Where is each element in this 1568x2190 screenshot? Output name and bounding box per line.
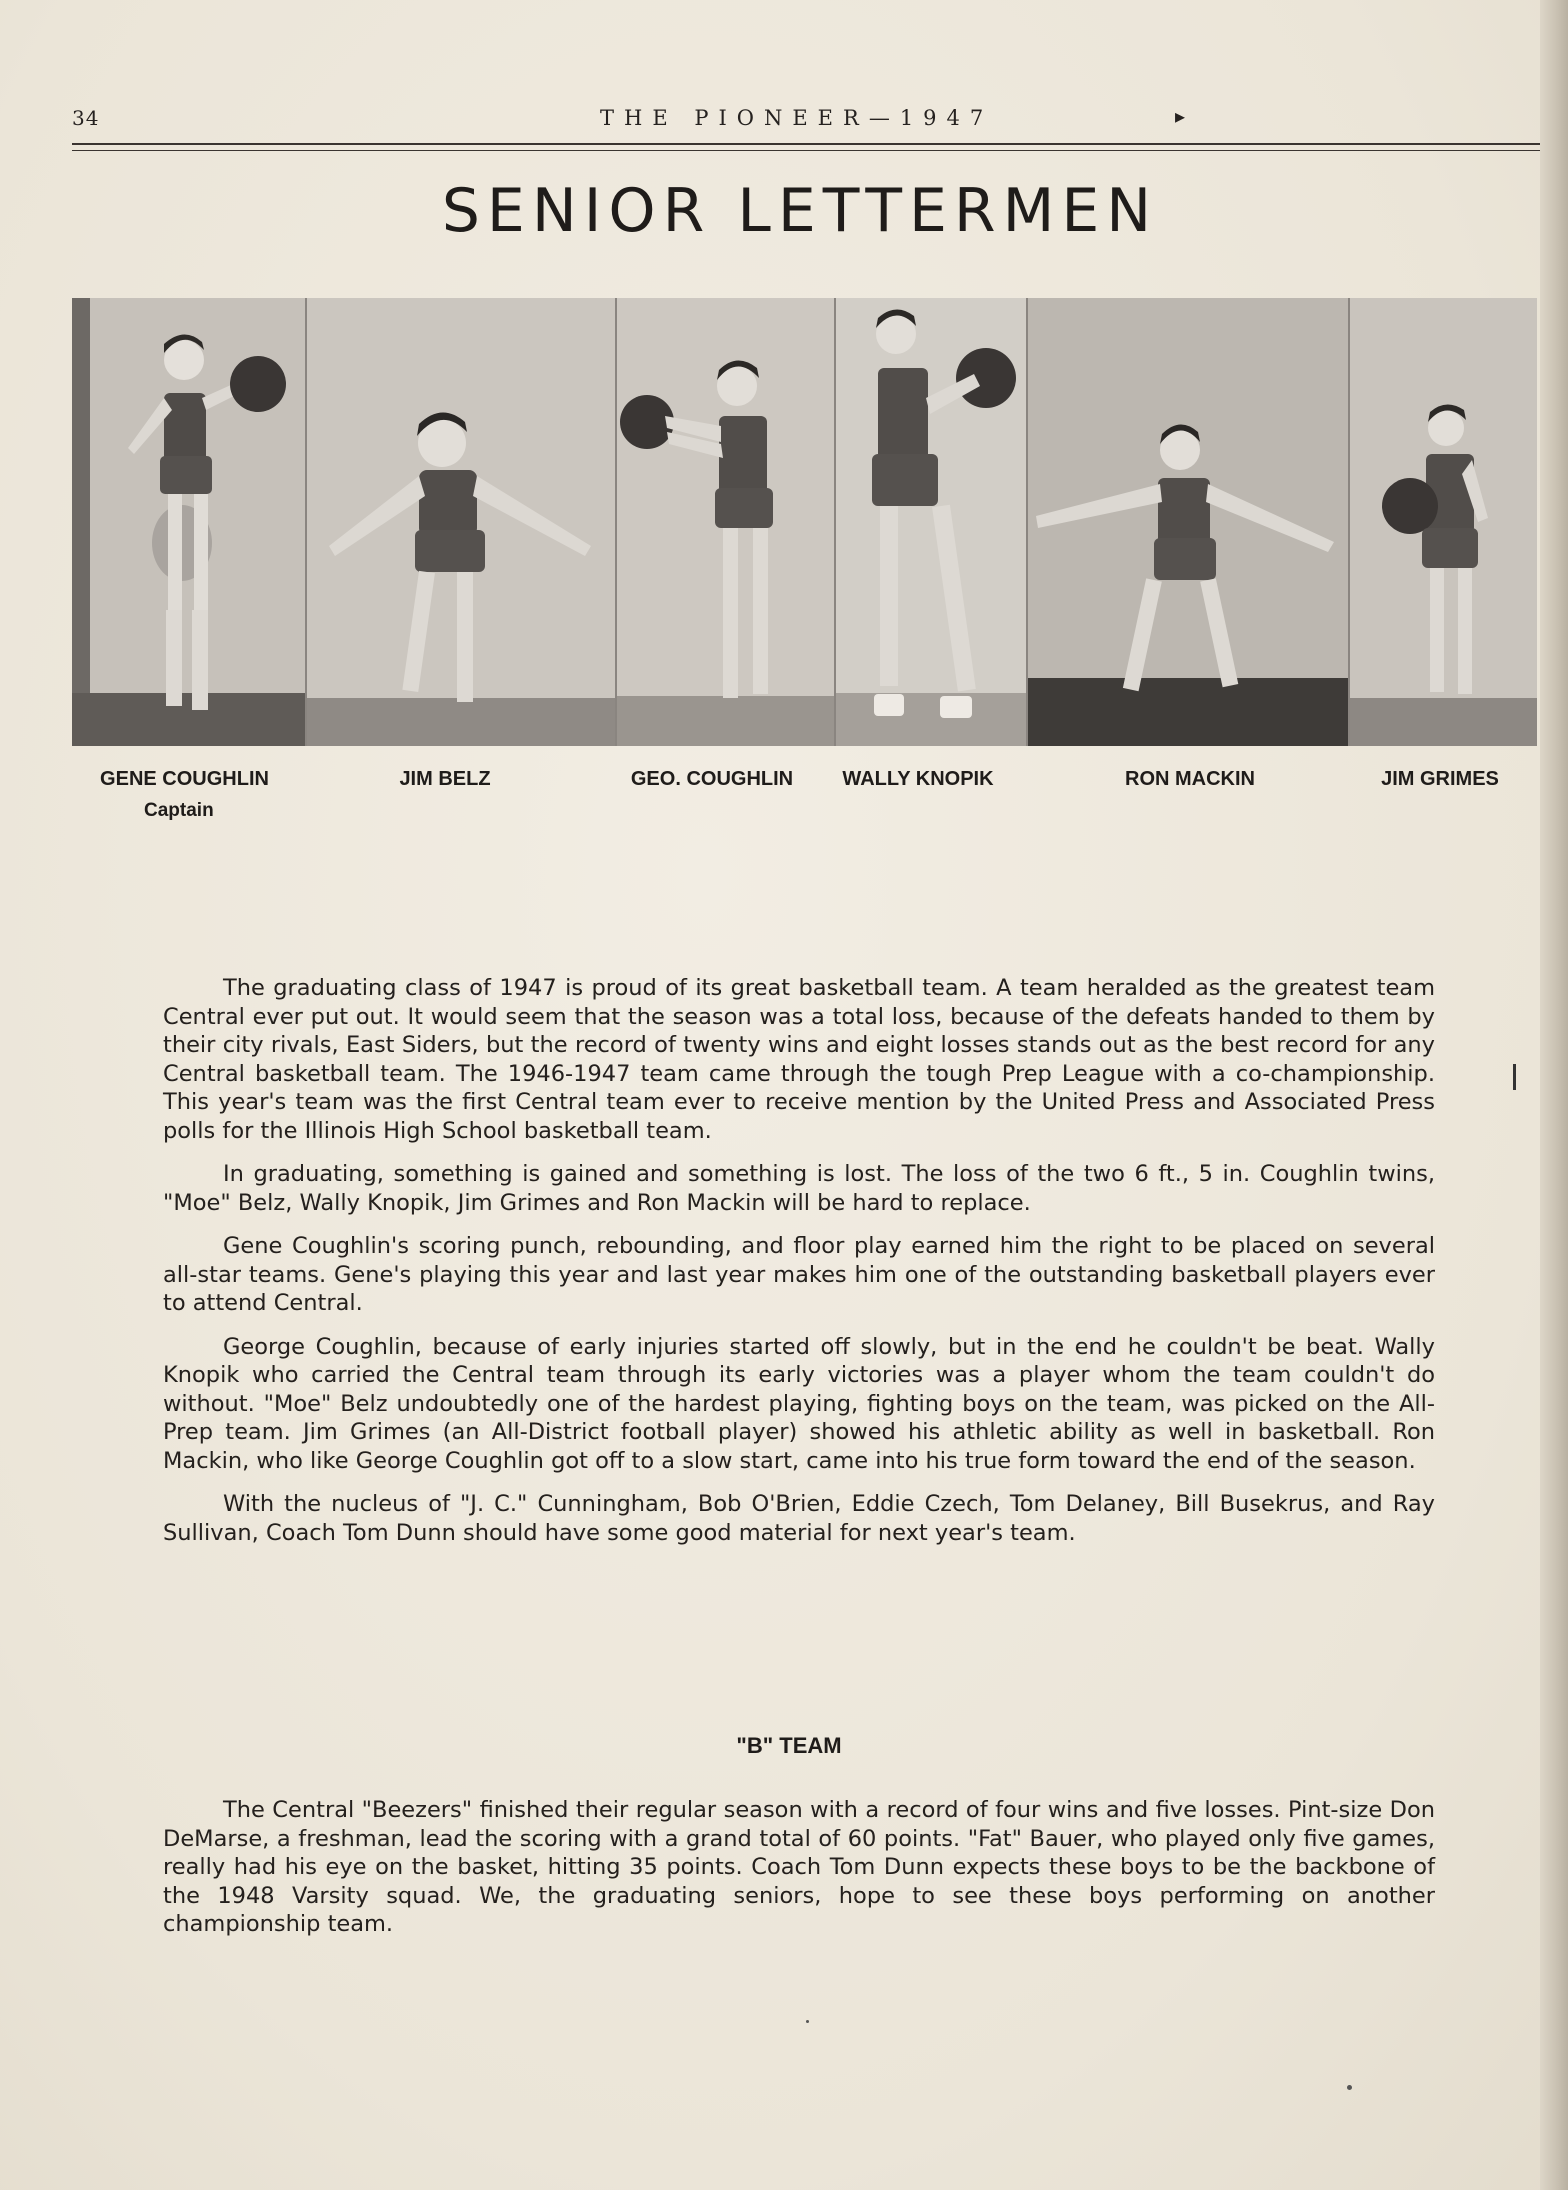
player-photo-ron-mackin — [1028, 298, 1348, 746]
caption-captain-role: Captain — [144, 800, 214, 821]
page-number: 34 — [72, 106, 100, 130]
ink-mark-icon: ▸ — [1175, 104, 1186, 128]
caption-wally-knopik: WALLY KNOPIK — [842, 768, 994, 790]
page-binding-edge — [1540, 0, 1568, 2190]
body-paragraph: The graduating class of 1947 is proud of its great basketball team. A team heralded as the greatest team Central ever put out. It would seem that the season was a total loss, because of the defeats handed to them by their city rivals, East Siders, but the record of twenty wins and eight losses stands out as the best record for any Central basketball team. The 1946-1947 team came through the tough Prep League with a co-championship. This year's team was the first Central team ever to receive mention by the United Press and Associated Press polls for the Illinois High School basketball team. — [163, 975, 1435, 1144]
caption-gene-coughlin: GENE COUGHLIN — [100, 768, 269, 790]
b-team-heading: "B" TEAM — [736, 1733, 842, 1758]
player-photo-gene-coughlin — [72, 298, 305, 746]
header-rule — [72, 143, 1540, 145]
page-title: SENIOR LETTERMEN — [441, 176, 1159, 246]
player-photo-jim-grimes — [1350, 298, 1537, 746]
paper-speck — [806, 2020, 809, 2023]
paper-speck — [1347, 2085, 1352, 2090]
body-paragraph: In graduating, something is gained and something is lost. The loss of the two 6 ft., 5 in. Coughlin twins, "Moe" Belz, Wally Knopik, Jim Grimes and Ron Mackin will be hard to replace. — [163, 1161, 1435, 1216]
caption-jim-grimes: JIM GRIMES — [1381, 768, 1499, 790]
header-rule-thin — [72, 150, 1540, 151]
player-photo-geo-coughlin — [617, 298, 834, 746]
body-paragraph: With the nucleus of "J. C." Cunningham, Bob O'Brien, Eddie Czech, Tom Delaney, Bill Busekrus, and Ray Sullivan, Coach Tom Dunn should have some good material for next year's team. — [163, 1491, 1435, 1546]
article-body — [163, 974, 1435, 1562]
caption-geo-coughlin: GEO. COUGHLIN — [630, 768, 794, 790]
running-head: THE PIONEER—1947 — [600, 106, 994, 130]
b-team-body — [163, 1796, 1435, 1954]
body-paragraph: George Coughlin, because of early injuries started off slowly, but in the end he couldn't be beat. Wally Knopik who carried the Central team through its early victories was a player whom the team couldn't do without. "Moe" Belz undoubtedly one of the hardest playing, fighting boys on the team, was picked on the All-Prep team. Jim Grimes (an All-District football player) showed his athletic ability as well in basketball. Ron Mackin, who like George Coughlin got off to a slow start, came into his true form toward the end of the season. — [163, 1333, 1435, 1474]
caption-ron-mackin: RON MACKIN — [1125, 768, 1255, 790]
player-photo-wally-knopik — [836, 298, 1026, 746]
player-photo-strip — [72, 298, 1537, 746]
player-photo-jim-belz — [307, 298, 615, 746]
margin-mark — [1513, 1064, 1516, 1090]
caption-jim-belz: JIM BELZ — [399, 768, 491, 790]
b-team-paragraph: The Central "Beezers" finished their regular season with a record of four wins and five losses. Pint-size Don DeMarse, a freshman, lead the scoring with a grand total of 60 points. "Fat" Bauer, who played only five games, really had his eye on the basket, hitting 35 points. Coach Tom Dunn expects these boys to be the backbone of the 1948 Varsity squad. We, the graduating seniors, hope to see these boys performing on another championship team. — [163, 1797, 1435, 1937]
body-paragraph: Gene Coughlin's scoring punch, rebounding, and floor play earned him the right to be placed on several all-star teams. Gene's playing this year and last year makes him one of the outstanding basketball players ever to attend Central. — [163, 1233, 1435, 1316]
